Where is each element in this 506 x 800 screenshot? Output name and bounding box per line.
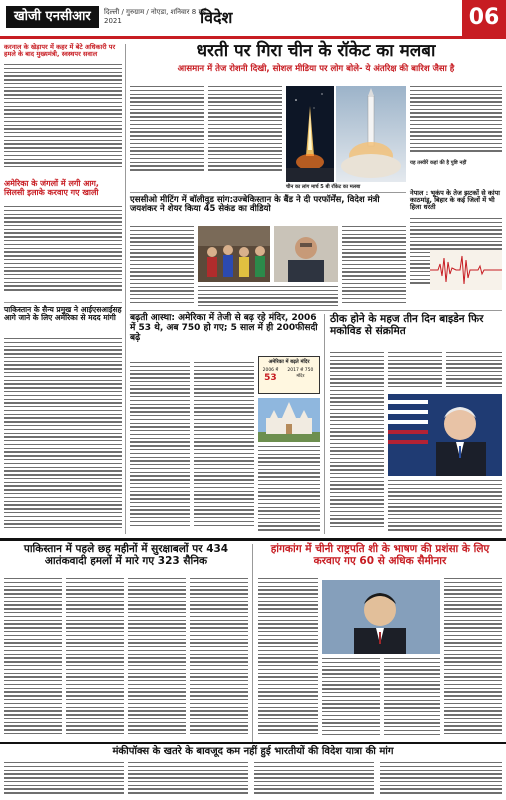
temples-count-a: 53: [264, 373, 277, 383]
hongkong-body-col1: [258, 578, 318, 740]
biden-body-col2: [388, 352, 442, 392]
header-rule: [0, 36, 506, 39]
left-story2-body: [4, 206, 122, 296]
page-header: [0, 0, 506, 36]
left-story1-headline: करनाल के खेड़ापर में कहर में बेटे अधिकारी पर हमले के बाद मुख्यमंत्री, स्वस्थपर सवाल: [4, 43, 116, 59]
biden-headline: ठीक होने के महज तीन दिन बाइडेन फिर मकोविड से संक्रमित: [330, 313, 484, 337]
lead-body-col1: [130, 86, 204, 176]
temples-infobox: [258, 356, 320, 394]
temples-body-col1: [130, 362, 190, 534]
rocket-photo-1: [286, 86, 334, 182]
left-story3-headline: पाकिस्तान के सैन्य प्रमुख ने आईएसआईसह आगे जाने के लिए अमेरिका से मदद मांगी: [4, 305, 122, 323]
nepal-headline: नेपाल : भूकंप के तेज झटकों से कांपा काठमांडू, बिहार के कई जिलों में भी हिला धरती: [410, 189, 500, 212]
left-story3-body: [4, 338, 122, 534]
temples-year-a: 2006 में: [262, 368, 279, 373]
bottom-column-rule: [252, 544, 253, 742]
lead-divider: [130, 192, 406, 193]
biden-photo: [388, 394, 502, 476]
sco-body-under: [198, 286, 338, 308]
sco-body-col2: [342, 226, 406, 306]
left-divider: [4, 302, 122, 303]
footer-body-col4: [380, 762, 502, 798]
lead-photo-caption: चीन का लांग मार्च 5 बी रॉकेट का मलबा: [286, 184, 361, 190]
left-column: [4, 44, 122, 534]
sco-headline: एससीओ मीटिंग में बॉलीवुड सांग:उज्बेकिस्तान के बैंड ने दी परफॉर्मेंस, विदेश मंत्री जयशंकर ने शेयर किया 45 सेकंड का वीडियो: [130, 195, 380, 215]
hongkong-body-col4: [444, 578, 502, 740]
left-story1-body: [4, 64, 122, 174]
temples-biden-rule: [324, 314, 325, 534]
hongkong-body-col3: [384, 658, 440, 740]
biden-body-col3: [446, 352, 502, 392]
lead-body-col3: [410, 86, 502, 156]
date-line: दिल्ली / गुरुग्राम / नोएडा, शनिवार 8 मई 2021: [104, 8, 207, 25]
footer-body-col3: [254, 762, 374, 798]
pakistan-body-col4: [190, 578, 248, 740]
temples-body-col3: [258, 446, 320, 534]
rocket-photo-2: [336, 86, 406, 182]
lead-headline: धरती पर गिरा चीन के रॉकेट का मलबा: [196, 41, 436, 61]
sco-performance-photo: [198, 226, 270, 282]
hongkong-body-col2: [322, 658, 380, 740]
pakistan-headline: पाकिस्तान में पहले छह महीनों में सुरक्षाबलों पर 434 आतंकवादी हमलों में मारे गए 323 सैनिक: [23, 543, 229, 567]
footer-body-col1: [4, 762, 124, 798]
pakistan-body-col2: [66, 578, 124, 740]
sco-jaishankar-photo: [274, 226, 338, 282]
section-title: विदेश: [200, 8, 233, 27]
lead-story: [130, 42, 502, 74]
temples-year-b: 2017 से 750 मंदिर: [287, 368, 314, 379]
seismograph-image: [430, 250, 502, 290]
mid-divider: [130, 310, 502, 311]
temples-headline: बढ़ती आस्था: अमेरिका में तेजी से बढ़ रहे मंदिर, 2006 में 53 थे, अब 750 हो गए; 5 साल में ही 200फीसदी बढ़े: [130, 313, 318, 343]
sco-body-col1: [130, 226, 194, 306]
biden-body-col1: [330, 352, 384, 534]
pakistan-body-col1: [4, 578, 62, 740]
left-story2-headline: अमेरिका के जंगलों में लगी आग, सिलसी इलाके करवाए गए खाली: [4, 179, 99, 197]
lead-right-caption: यह तस्वीरें कहां की है पुष्टि नहीं: [410, 160, 467, 166]
xi-jinping-photo: [322, 580, 440, 654]
lead-body-col2: [208, 86, 282, 176]
temples-infobox-title: अमेरिका में बढ़ते मंदिर: [268, 359, 310, 365]
temple-photo: [258, 398, 320, 442]
biden-body-under: [388, 480, 502, 534]
lead-subheadline: आसमान में तेज रोशनी दिखी, सोशल मीडिया पर लोग बोले- ये अंतरिक्ष की बारिश जैसा है: [177, 63, 455, 74]
page-number: 06: [462, 0, 506, 36]
pakistan-body-col3: [128, 578, 186, 740]
footer-rule: [0, 742, 506, 744]
bottom-rule: [0, 538, 506, 541]
temples-body-col2: [194, 362, 254, 534]
footer-headline: मंकीपॉक्स के खतरे के बावजूद कम नहीं हुई भारतीयों की विदेश यात्रा की मांग: [112, 746, 394, 757]
footer-body-col2: [128, 762, 248, 798]
column-rule: [125, 44, 126, 534]
masthead: खोजी एनसीआर: [6, 6, 99, 28]
hongkong-headline: हांगकांग में चीनी राष्ट्रपति शी के भाषण की प्रशंसा के लिए करवाए गए 60 से अधिक सैमीनार: [270, 543, 490, 567]
